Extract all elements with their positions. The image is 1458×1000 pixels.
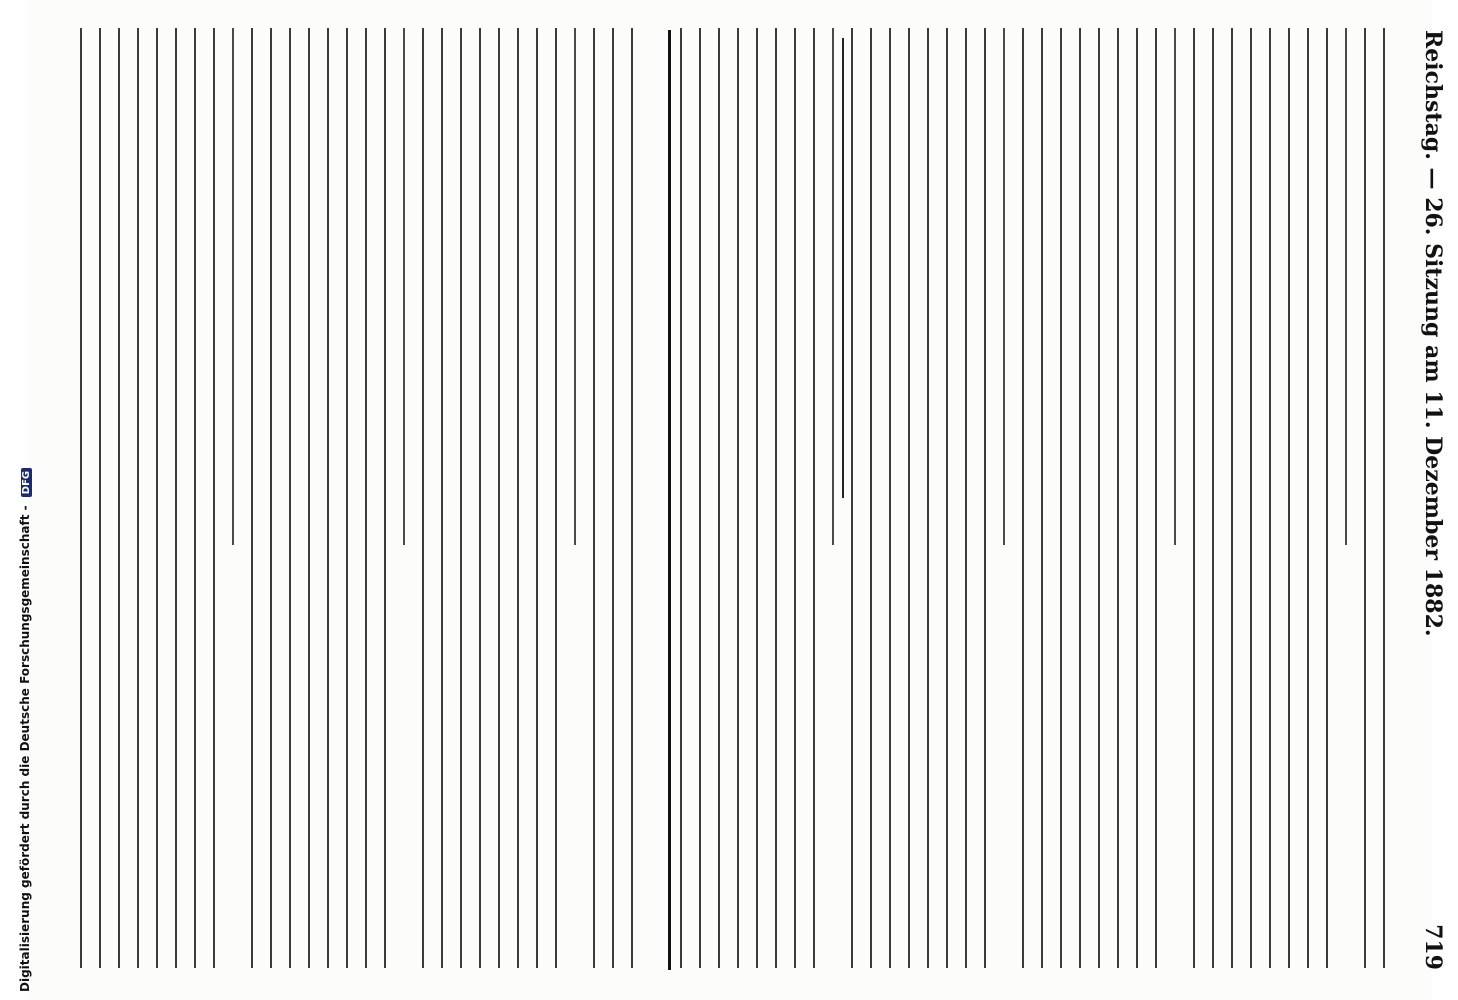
text-line <box>889 28 891 968</box>
text-line <box>1003 28 1005 545</box>
text-line <box>1079 28 1081 968</box>
text-line <box>1098 28 1100 968</box>
text-line <box>365 28 367 968</box>
text-line <box>1136 28 1138 968</box>
text-line <box>479 28 481 968</box>
text-column-left <box>80 28 660 968</box>
text-line <box>1364 28 1366 968</box>
text-line <box>1345 28 1347 545</box>
text-line <box>946 28 948 968</box>
text-line <box>1212 28 1214 968</box>
text-line <box>813 28 815 968</box>
text-line <box>593 28 595 968</box>
page-number: 719 <box>1420 924 1446 970</box>
text-line <box>870 28 872 968</box>
text-line <box>403 28 405 545</box>
text-line <box>175 28 177 968</box>
text-line <box>1155 28 1157 968</box>
text-line <box>612 28 614 968</box>
digitization-footer <box>0 0 32 1000</box>
dfg-logo: DFG <box>21 468 32 497</box>
text-line <box>631 28 633 968</box>
column-divider <box>668 30 671 970</box>
text-line <box>1174 28 1176 545</box>
text-line <box>308 28 310 968</box>
text-line <box>346 28 348 968</box>
text-line <box>517 28 519 968</box>
text-line <box>832 28 834 545</box>
text-line <box>384 28 386 968</box>
text-line <box>1269 28 1271 968</box>
text-line <box>927 28 929 968</box>
text-line <box>1193 28 1195 968</box>
text-line <box>737 28 739 968</box>
text-line <box>1041 28 1043 968</box>
text-line <box>1250 28 1252 968</box>
text-line <box>680 28 682 968</box>
text-line <box>756 28 758 968</box>
text-line <box>213 28 215 968</box>
text-line <box>699 28 701 968</box>
running-header <box>1418 30 1458 970</box>
text-line <box>194 28 196 968</box>
text-line <box>794 28 796 968</box>
text-line <box>137 28 139 968</box>
text-line <box>118 28 120 968</box>
text-line <box>1022 28 1024 968</box>
text-line <box>289 28 291 968</box>
text-line <box>574 28 576 545</box>
text-line <box>1288 28 1290 968</box>
text-line <box>718 28 720 968</box>
text-line <box>270 28 272 968</box>
text-line <box>1383 28 1385 968</box>
text-column-right <box>680 28 1410 968</box>
text-line <box>156 28 158 968</box>
text-line <box>498 28 500 968</box>
text-line <box>536 28 538 968</box>
text-line <box>851 28 853 968</box>
text-line <box>441 28 443 968</box>
scanned-page <box>80 0 1446 1000</box>
text-line <box>80 28 82 968</box>
text-line <box>1307 28 1309 968</box>
text-line <box>232 28 234 545</box>
footer-caption: Digitalisierung gefördert durch die Deutsche Forschungsgemeinschaft - <box>18 505 32 992</box>
text-line <box>1326 28 1328 968</box>
header-title: Reichstag. — 26. Sitzung am 11. Dezember 1882. <box>1420 30 1446 637</box>
text-line <box>965 28 967 968</box>
text-line <box>251 28 253 968</box>
text-line <box>99 28 101 968</box>
text-line <box>775 28 777 968</box>
text-line <box>460 28 462 968</box>
text-line <box>327 28 329 968</box>
text-line <box>1231 28 1233 968</box>
text-line <box>422 28 424 968</box>
text-line <box>908 28 910 968</box>
footer-text <box>18 468 32 992</box>
text-line <box>1060 28 1062 968</box>
text-line <box>555 28 557 968</box>
text-line <box>1117 28 1119 968</box>
text-line <box>984 28 986 968</box>
